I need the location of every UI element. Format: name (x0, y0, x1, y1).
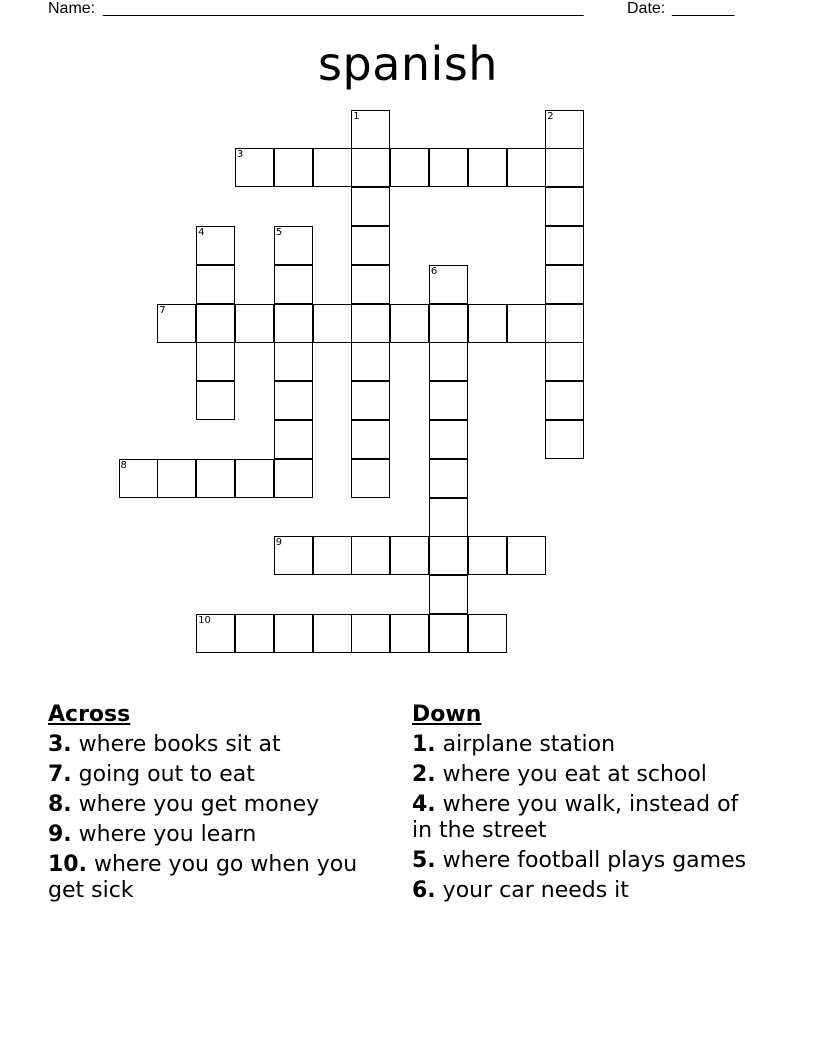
grid-cell[interactable] (196, 265, 235, 304)
grid-cell[interactable] (545, 381, 584, 420)
grid-cell[interactable] (196, 342, 235, 381)
name-label: Name: (48, 0, 96, 17)
grid-cell[interactable] (351, 342, 390, 381)
grid-cell[interactable] (429, 148, 468, 187)
clue-number: 2. (412, 762, 436, 787)
grid-cell[interactable] (507, 148, 546, 187)
grid-cell[interactable] (545, 265, 584, 304)
grid-cell[interactable] (274, 148, 313, 187)
grid-cell[interactable] (390, 536, 429, 575)
grid-cell[interactable] (429, 342, 468, 381)
clue-number: 4. (412, 792, 436, 817)
clue-text: where football plays games (442, 848, 747, 873)
grid-cell[interactable] (274, 536, 313, 575)
grid-cell[interactable] (351, 459, 390, 498)
clue-text: going out to eat (78, 762, 255, 787)
grid-cell[interactable] (274, 304, 313, 343)
name-blank-line[interactable]: ______________________________________________________ (103, 0, 584, 17)
grid-cell[interactable] (196, 304, 235, 343)
clue-text: where you walk, instead of in the street (412, 792, 739, 843)
grid-cell[interactable] (429, 498, 468, 537)
puzzle-title: spanish (318, 37, 498, 91)
clue-text: airplane station (442, 732, 616, 757)
grid-cell[interactable] (545, 226, 584, 265)
grid-cell[interactable] (545, 342, 584, 381)
grid-cell[interactable] (274, 265, 313, 304)
grid-cell[interactable] (313, 304, 352, 343)
clue-text: where you go when you get sick (48, 852, 358, 903)
clue-text: where you learn (78, 822, 257, 847)
grid-cell[interactable] (545, 420, 584, 459)
grid-cell[interactable] (274, 614, 313, 653)
grid-cell[interactable] (235, 459, 274, 498)
cell-number: 7 (159, 304, 166, 316)
cell-number: 6 (430, 265, 438, 277)
across-clues (48, 702, 393, 908)
grid-cell[interactable] (468, 614, 507, 653)
grid-cell[interactable] (351, 536, 390, 575)
grid-cell[interactable] (390, 304, 429, 343)
grid-cell[interactable] (507, 304, 546, 343)
grid-cell[interactable] (351, 226, 390, 265)
grid-cell[interactable] (545, 110, 584, 149)
down-clue-6 (412, 878, 752, 904)
grid-cell[interactable] (429, 459, 468, 498)
grid-cell[interactable] (313, 536, 352, 575)
grid-cell[interactable] (196, 614, 235, 653)
grid-cell[interactable] (196, 226, 235, 265)
grid-cell[interactable] (351, 110, 390, 149)
across-heading: Across (48, 702, 131, 727)
grid-cell[interactable] (351, 265, 390, 304)
cell-number: 4 (198, 226, 205, 238)
cell-number: 8 (120, 459, 127, 471)
cell-number: 1 (353, 110, 360, 122)
clue-number: 10. (48, 852, 87, 877)
grid-cell[interactable] (274, 342, 313, 381)
clue-text: where you eat at school (442, 762, 707, 787)
grid-cell[interactable] (429, 265, 468, 304)
across-clue-7 (48, 762, 393, 788)
grid-cell[interactable] (313, 614, 352, 653)
across-clue-8 (48, 792, 393, 818)
grid-cell[interactable] (468, 304, 507, 343)
down-clue-1 (412, 732, 752, 758)
grid-cell[interactable] (351, 148, 390, 187)
down-clue-4 (412, 792, 752, 844)
grid-cell[interactable] (274, 226, 313, 265)
grid-cell[interactable] (351, 614, 390, 653)
clue-number: 7. (48, 762, 72, 787)
clue-text: where you get money (78, 792, 320, 817)
clue-number: 6. (412, 878, 436, 903)
down-clue-2 (412, 762, 752, 788)
clue-number: 1. (412, 732, 436, 757)
grid-cell[interactable] (390, 614, 429, 653)
grid-cell[interactable] (507, 536, 546, 575)
grid-cell[interactable] (351, 420, 390, 459)
down-clue-5 (412, 848, 752, 874)
grid-cell[interactable] (274, 381, 313, 420)
cell-number: 9 (275, 537, 283, 549)
cell-number: 3 (236, 149, 244, 161)
clue-text: your car needs it (442, 878, 629, 903)
grid-cell[interactable] (274, 420, 313, 459)
grid-cell[interactable] (119, 459, 158, 498)
grid-cell[interactable] (545, 148, 584, 187)
grid-cell[interactable] (429, 575, 468, 614)
grid-cell[interactable] (545, 187, 584, 226)
cell-number: 2 (547, 110, 554, 122)
grid-cell[interactable] (468, 148, 507, 187)
grid-cell[interactable] (545, 304, 584, 343)
grid-cell[interactable] (468, 536, 507, 575)
clue-number: 8. (48, 792, 72, 817)
clue-number: 5. (412, 848, 436, 873)
grid-cell[interactable] (235, 614, 274, 653)
cell-number: 5 (275, 226, 283, 238)
across-clue-9 (48, 822, 393, 848)
grid-cell[interactable] (390, 148, 429, 187)
grid-cell[interactable] (429, 304, 468, 343)
date-blank-line[interactable]: _______ (672, 0, 735, 17)
grid-cell[interactable] (157, 459, 196, 498)
down-heading: Down (412, 702, 482, 727)
grid-cell[interactable] (351, 304, 390, 343)
grid-cell[interactable] (313, 148, 352, 187)
grid-cell[interactable] (351, 187, 390, 226)
clue-number: 3. (48, 732, 72, 757)
grid-cell[interactable] (429, 420, 468, 459)
across-clue-3 (48, 732, 393, 758)
cell-number: 10 (198, 614, 211, 626)
grid-cell[interactable] (196, 381, 235, 420)
grid-cell[interactable] (274, 459, 313, 498)
grid-cell[interactable] (351, 381, 390, 420)
grid-cell[interactable] (235, 304, 274, 343)
grid-cell[interactable] (157, 304, 196, 343)
grid-cell[interactable] (429, 536, 468, 575)
clue-number: 9. (48, 822, 72, 847)
grid-cell[interactable] (429, 381, 468, 420)
clue-text: where books sit at (78, 732, 281, 757)
down-clues (412, 702, 752, 908)
grid-cell[interactable] (235, 148, 274, 187)
date-label: Date: (627, 0, 666, 17)
grid-cell[interactable] (429, 614, 468, 653)
across-clue-10 (48, 852, 393, 904)
grid-cell[interactable] (196, 459, 235, 498)
